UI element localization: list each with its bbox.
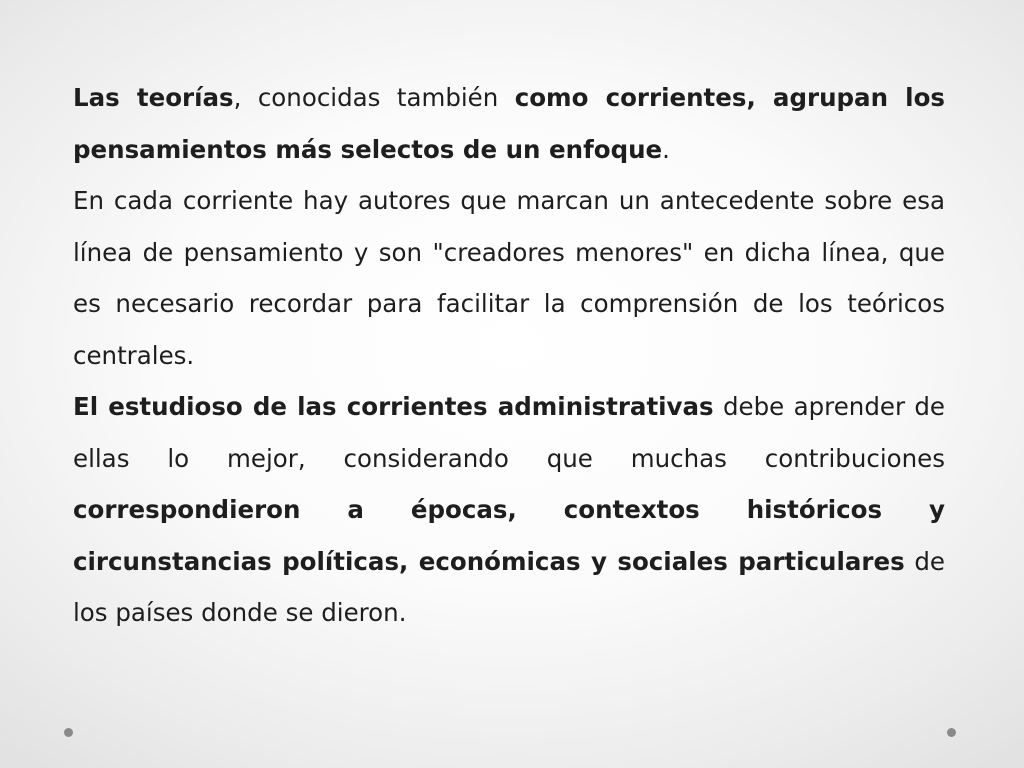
paragraph-teorias: [73, 72, 945, 175]
text-regular: .: [662, 134, 670, 164]
decorative-dot-right: [947, 728, 956, 737]
text-regular: , conocidas también: [233, 83, 515, 112]
text-bold: El estudioso de las corrientes administrativas: [73, 392, 714, 421]
text-regular: En cada corriente hay autores que marcan un antecedente sobre esa línea de pensamiento y son "creadores menores" en dicha línea, que es necesario recordar para facilitar la comprensión de los teóricos centrales.: [73, 186, 945, 370]
text-regular: de los países donde se dieron.: [73, 546, 945, 627]
decorative-dot-left: [64, 728, 73, 737]
paragraph-autores: [73, 175, 945, 381]
text-regular: debe aprender de ellas lo mejor, considerando que muchas contribuciones: [73, 392, 945, 473]
slide-body: [73, 72, 945, 639]
text-bold: Las teorías: [73, 83, 234, 112]
paragraph-estudioso: [73, 381, 945, 639]
text-bold: como corrientes, agrupan los pensamientos más selectos de un enfoque: [73, 83, 945, 164]
text-bold: correspondieron a épocas, contextos históricos y circunstancias políticas, económicas y sociales particulares: [73, 495, 945, 576]
